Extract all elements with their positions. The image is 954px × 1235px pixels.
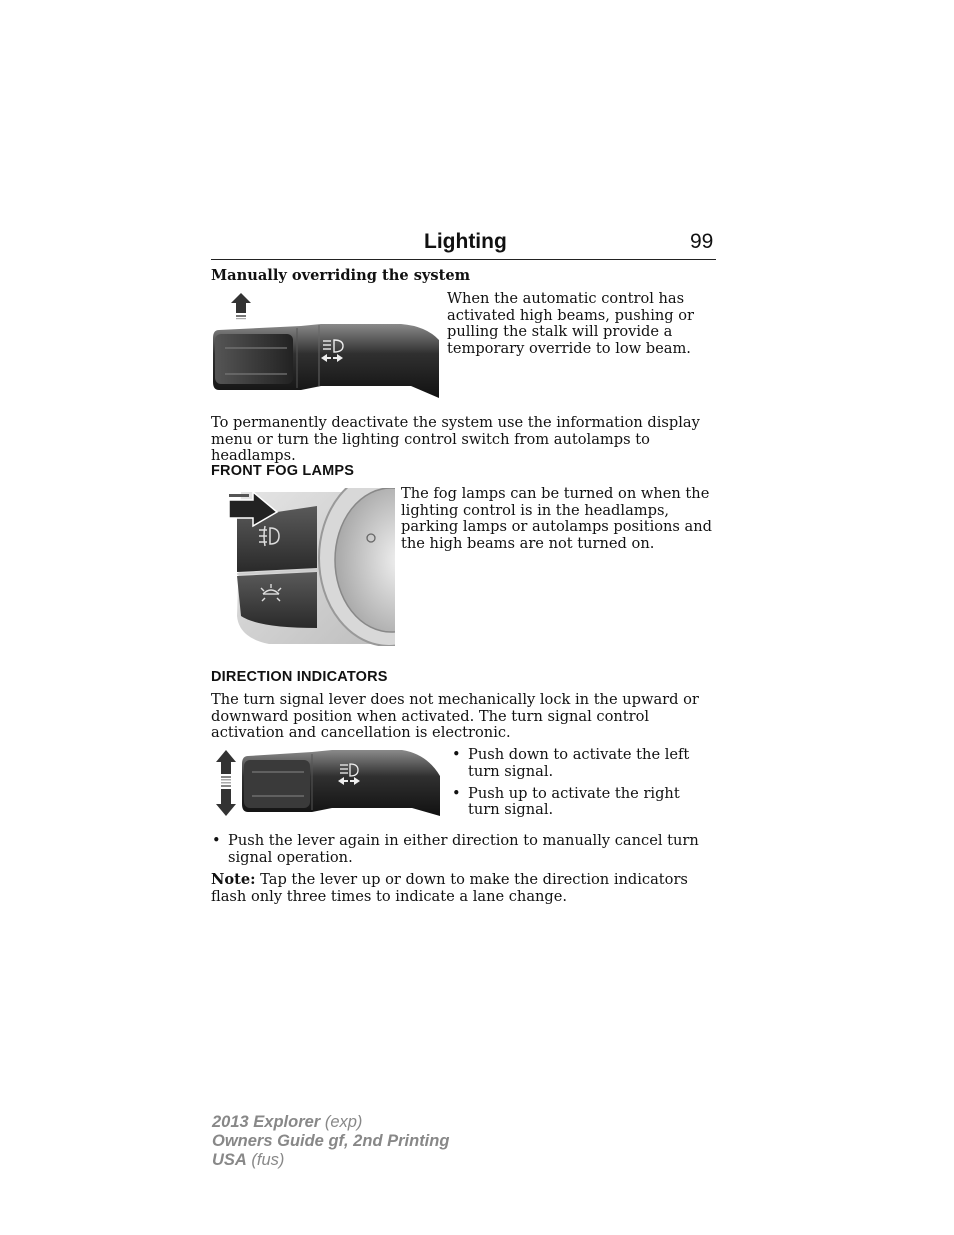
arrow-up-icon	[231, 293, 251, 319]
footer-market: USA	[212, 1151, 247, 1169]
paragraph-deactivate: To permanently deactivate the system use the information display menu or turn the lighting control switch from autolamps to headlamps.	[211, 414, 700, 465]
page-title: Lighting	[424, 230, 507, 253]
note-text: Tap the lever up or down to make the direction indicators flash only three times to indicate a lane change.	[211, 871, 688, 905]
footer-market-code: (fus)	[246, 1151, 285, 1169]
footer-guide: Owners Guide gf, 2nd Printing	[212, 1132, 450, 1150]
list-item: • Push up to activate the right turn signal.	[451, 786, 715, 819]
footer-line-1	[212, 1113, 449, 1132]
footer-model: 2013 Explorer	[212, 1113, 321, 1131]
fog-lamp-switch-illustration	[229, 488, 395, 646]
list-item: • Push the lever again in either direction to manually cancel turn signal operation.	[211, 833, 716, 866]
bullet-list-turn	[451, 747, 715, 824]
heading-direction-indicators: DIRECTION INDICATORS	[211, 669, 388, 685]
paragraph-fog-lamps: The fog lamps can be turned on when the lighting control is in the headlamps, parking lamps or autolamps positions and the high beams are not turned on.	[401, 485, 712, 552]
note-paragraph	[211, 872, 716, 905]
stalk-high-beam-illustration	[211, 290, 441, 402]
list-item: • Push down to activate the left turn signal.	[451, 747, 715, 780]
page-number: 99	[690, 230, 714, 253]
footer-line-2	[212, 1132, 449, 1151]
footer-line-3	[212, 1151, 449, 1170]
bullet-list-cancel	[211, 833, 716, 872]
subheading-manual-override: Manually overriding the system	[211, 267, 471, 284]
header-rule	[211, 259, 716, 260]
paragraph-direction: The turn signal lever does not mechanically lock in the upward or downward position when activated. The turn signal control activation and cancellation is electronic.	[211, 691, 699, 742]
arrow-up-down-icon	[216, 750, 236, 816]
footer	[212, 1113, 449, 1170]
note-label: Note:	[211, 871, 256, 888]
footer-model-code: (exp)	[320, 1113, 363, 1131]
paragraph-override: When the automatic control has activated high beams, pushing or pulling the stalk will provide a temporary override to low beam.	[447, 290, 695, 357]
heading-front-fog-lamps: FRONT FOG LAMPS	[211, 463, 355, 479]
turn-signal-stalk-illustration	[212, 746, 442, 818]
